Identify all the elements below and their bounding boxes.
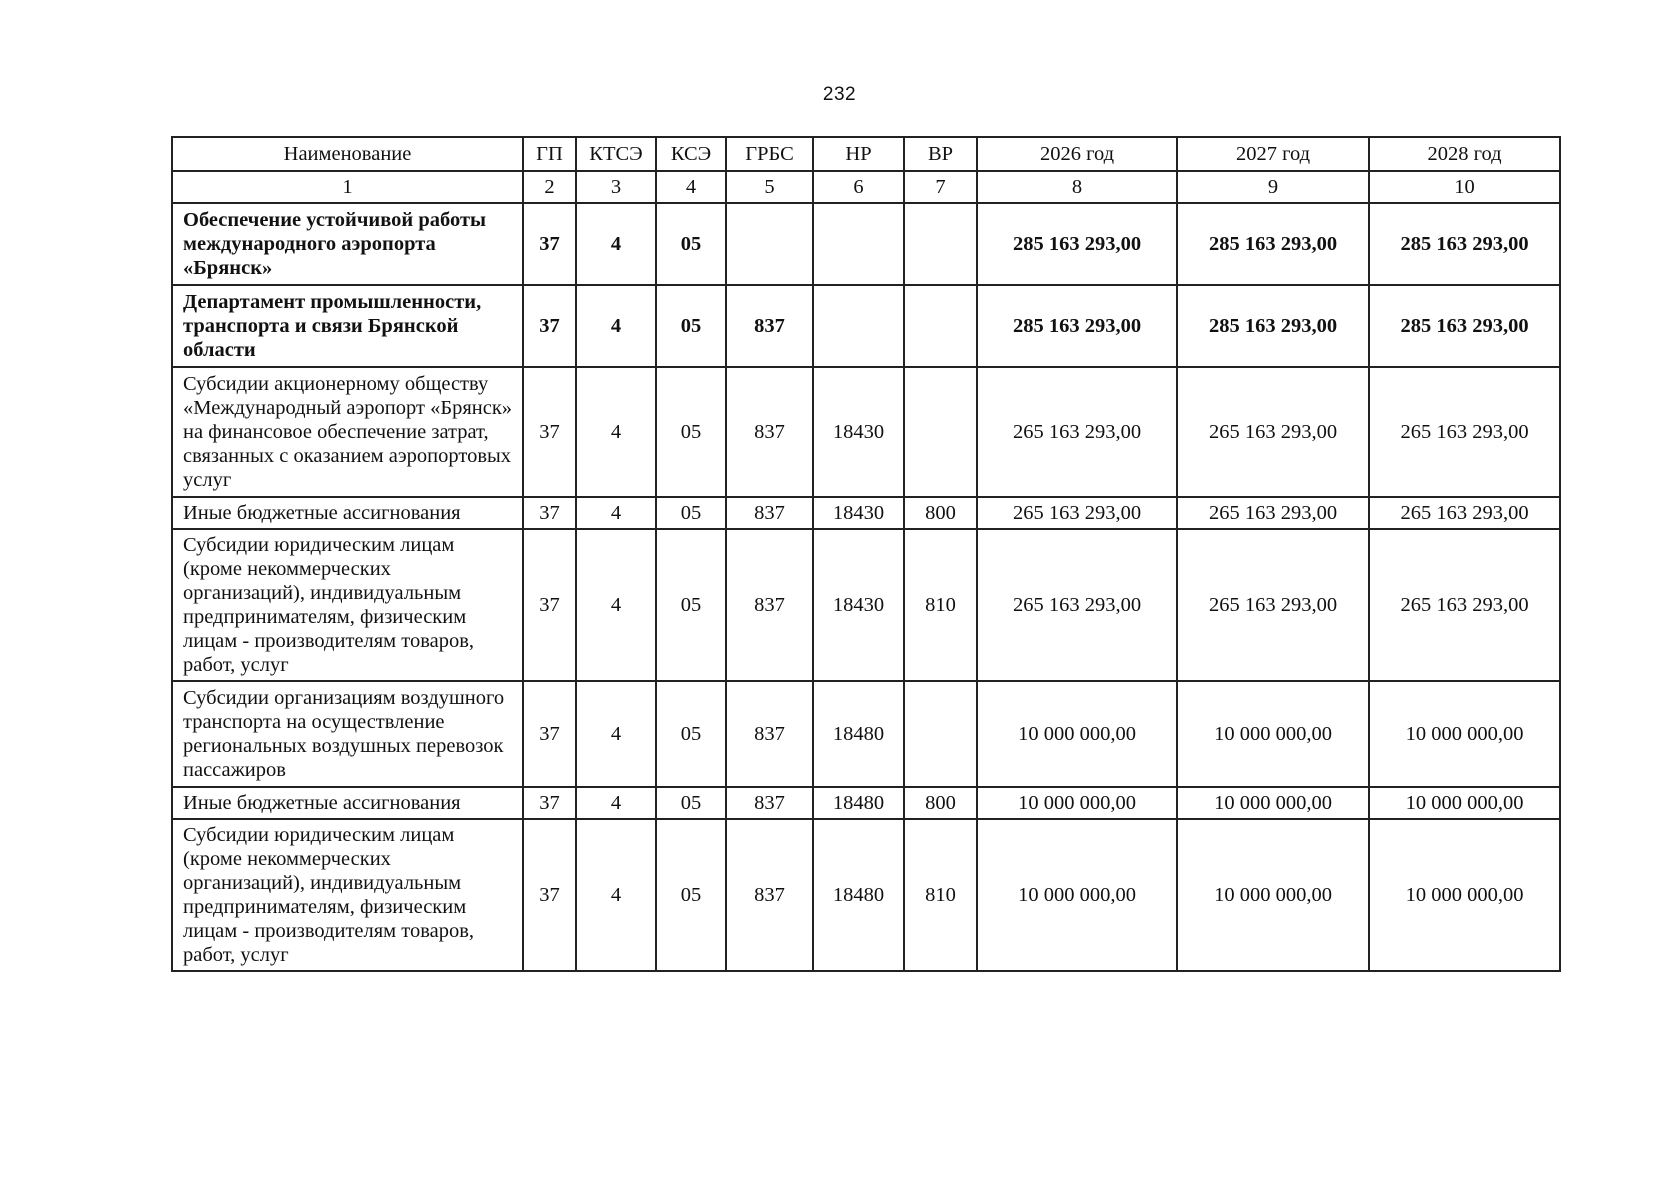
column-number-row [172,171,1560,203]
column-number: 5 [726,171,813,203]
header-2026: 2026 год [977,137,1177,171]
cell-nr: 18430 [813,497,904,529]
cell-2027: 265 163 293,00 [1177,529,1369,681]
cell-ktse: 4 [576,367,656,497]
cell-ktse: 4 [576,285,656,367]
cell-grbs: 837 [726,787,813,819]
header-ktse: КТСЭ [576,137,656,171]
table-row [172,285,1560,367]
column-number: 1 [172,171,523,203]
column-number: 2 [523,171,576,203]
cell-2026: 265 163 293,00 [977,367,1177,497]
cell-vr: 810 [904,819,977,971]
cell-2027: 10 000 000,00 [1177,681,1369,787]
cell-nr: 18430 [813,529,904,681]
cell-2026: 285 163 293,00 [977,285,1177,367]
cell-kse: 05 [656,203,726,285]
cell-2028: 285 163 293,00 [1369,285,1560,367]
row-name: Иные бюджетные ассигнования [172,497,523,529]
row-name: Субсидии организациям воздушного транспорта на осуществление региональных воздушных перевозок пассажиров [172,681,523,787]
cell-2028: 10 000 000,00 [1369,787,1560,819]
cell-gp: 37 [523,529,576,681]
table-row [172,203,1560,285]
table-row [172,681,1560,787]
cell-grbs [726,203,813,285]
cell-kse: 05 [656,367,726,497]
cell-2026: 285 163 293,00 [977,203,1177,285]
row-name: Субсидии юридическим лицам (кроме некоммерческих организаций), индивидуальным предпринимателям, физическим лицам - производителям товаров, работ, услуг [172,529,523,681]
cell-gp: 37 [523,819,576,971]
column-number: 4 [656,171,726,203]
cell-nr [813,203,904,285]
column-number: 9 [1177,171,1369,203]
cell-kse: 05 [656,285,726,367]
header-kse: КСЭ [656,137,726,171]
cell-2028: 265 163 293,00 [1369,529,1560,681]
cell-gp: 37 [523,285,576,367]
cell-2028: 285 163 293,00 [1369,203,1560,285]
cell-ktse: 4 [576,203,656,285]
cell-2027: 10 000 000,00 [1177,787,1369,819]
cell-ktse: 4 [576,529,656,681]
cell-2027: 285 163 293,00 [1177,285,1369,367]
cell-vr [904,681,977,787]
table-row [172,367,1560,497]
table-row [172,497,1560,529]
cell-grbs: 837 [726,497,813,529]
cell-2027: 10 000 000,00 [1177,819,1369,971]
cell-kse: 05 [656,529,726,681]
header-name: Наименование [172,137,523,171]
cell-ktse: 4 [576,787,656,819]
header-2027: 2027 год [1177,137,1369,171]
cell-2026: 10 000 000,00 [977,787,1177,819]
cell-ktse: 4 [576,819,656,971]
cell-ktse: 4 [576,681,656,787]
header-2028: 2028 год [1369,137,1560,171]
cell-kse: 05 [656,681,726,787]
row-name: Субсидии акционерному обществу «Международный аэропорт «Брянск» на финансовое обеспечение затрат, связанных с оказанием аэропортовых услуг [172,367,523,497]
header-row [172,137,1560,171]
row-name: Департамент промышленности, транспорта и связи Брянской области [172,285,523,367]
row-name: Субсидии юридическим лицам (кроме некоммерческих организаций), индивидуальным предпринимателям, физическим лицам - производителям товаров, работ, услуг [172,819,523,971]
cell-ktse: 4 [576,497,656,529]
table-row [172,819,1560,971]
cell-2026: 10 000 000,00 [977,819,1177,971]
cell-kse: 05 [656,497,726,529]
cell-gp: 37 [523,497,576,529]
cell-nr: 18480 [813,819,904,971]
cell-2026: 265 163 293,00 [977,529,1177,681]
cell-kse: 05 [656,787,726,819]
cell-gp: 37 [523,367,576,497]
cell-2027: 265 163 293,00 [1177,497,1369,529]
table-row [172,529,1560,681]
header-gp: ГП [523,137,576,171]
budget-table [171,136,1561,972]
cell-vr: 800 [904,787,977,819]
cell-gp: 37 [523,787,576,819]
header-vr: ВР [904,137,977,171]
cell-grbs: 837 [726,367,813,497]
column-number: 7 [904,171,977,203]
cell-grbs: 837 [726,285,813,367]
cell-grbs: 837 [726,529,813,681]
cell-vr: 800 [904,497,977,529]
cell-2028: 10 000 000,00 [1369,819,1560,971]
cell-nr: 18480 [813,787,904,819]
row-name: Обеспечение устойчивой работы международного аэропорта «Брянск» [172,203,523,285]
header-nr: НР [813,137,904,171]
cell-2026: 10 000 000,00 [977,681,1177,787]
cell-grbs: 837 [726,681,813,787]
header-grbs: ГРБС [726,137,813,171]
page-number: 232 [822,84,857,105]
cell-vr: 810 [904,529,977,681]
cell-vr [904,203,977,285]
row-name: Иные бюджетные ассигнования [172,787,523,819]
column-number: 10 [1369,171,1560,203]
cell-vr [904,367,977,497]
cell-2027: 285 163 293,00 [1177,203,1369,285]
cell-2028: 265 163 293,00 [1369,367,1560,497]
column-number: 3 [576,171,656,203]
cell-2026: 265 163 293,00 [977,497,1177,529]
cell-kse: 05 [656,819,726,971]
cell-gp: 37 [523,203,576,285]
cell-gp: 37 [523,681,576,787]
table-row [172,787,1560,819]
column-number: 8 [977,171,1177,203]
cell-vr [904,285,977,367]
cell-2028: 10 000 000,00 [1369,681,1560,787]
cell-nr: 18480 [813,681,904,787]
cell-2027: 265 163 293,00 [1177,367,1369,497]
cell-nr: 18430 [813,367,904,497]
cell-2028: 265 163 293,00 [1369,497,1560,529]
cell-nr [813,285,904,367]
column-number: 6 [813,171,904,203]
cell-grbs: 837 [726,819,813,971]
